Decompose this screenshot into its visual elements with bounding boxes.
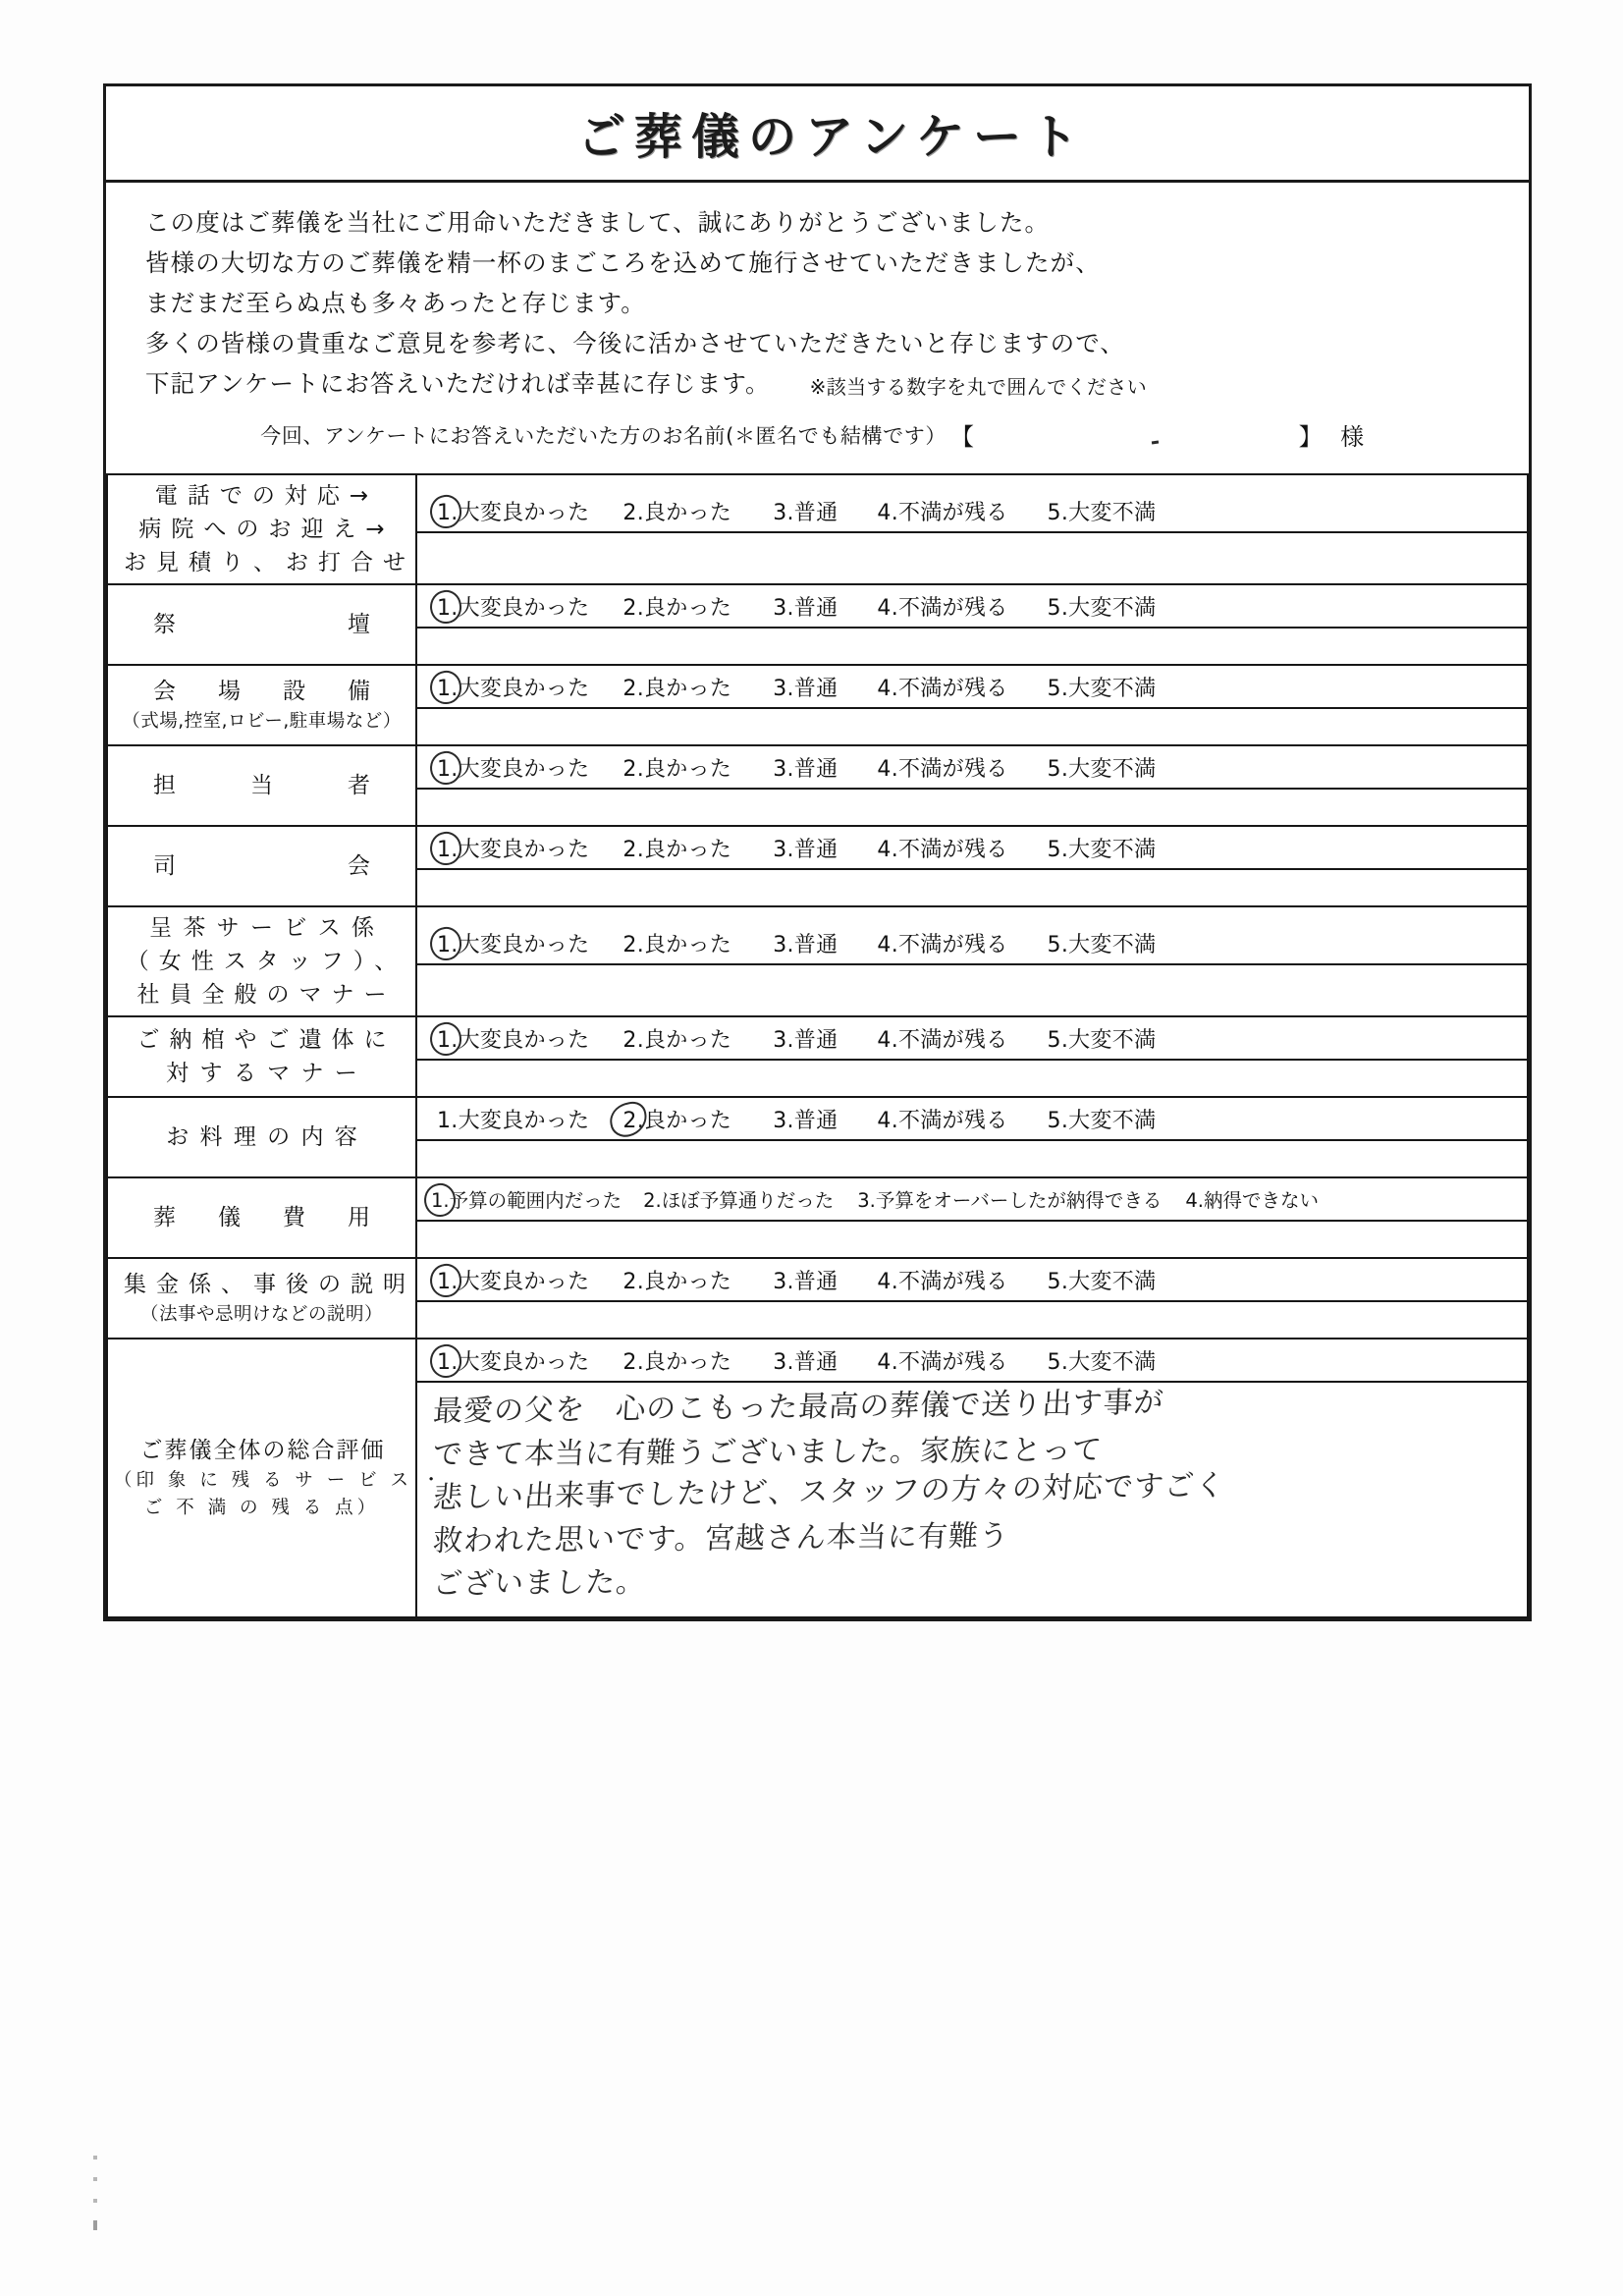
answer-option-number: 3. [773, 676, 794, 701]
question-label-line: （女性スタッフ）、 [126, 949, 407, 974]
survey-row [107, 1258, 1528, 1339]
name-honorific-suffix: 様 [1340, 423, 1365, 451]
answer-option-number: 2. [622, 676, 644, 701]
answer-option[interactable] [622, 1023, 731, 1054]
answer-option[interactable] [773, 672, 838, 702]
answer-blank-area[interactable] [417, 1302, 1527, 1338]
question-label-line: ご葬儀全体の総合評価 [139, 1438, 386, 1463]
answer-option-number: 5. [1047, 595, 1069, 621]
answer-option[interactable] [622, 1345, 731, 1376]
answer-option-text: 良かった [644, 500, 732, 525]
answer-option[interactable] [437, 496, 589, 526]
respondent-name-line [145, 404, 1499, 467]
answer-option[interactable] [773, 496, 838, 526]
answer-option-text: 良かった [644, 1108, 732, 1133]
answer-option-number: 5. [1047, 756, 1069, 782]
answer-option-text: 良かった [644, 837, 732, 862]
scan-mark [93, 2199, 97, 2203]
answer-option-number: 5. [1047, 1269, 1069, 1294]
handwritten-comment[interactable] [417, 1383, 1527, 1616]
document-frame [103, 83, 1532, 1621]
answer-option-text: 大変良かった [458, 756, 590, 782]
answer-option-text: 予算の範囲内だった [449, 1189, 622, 1212]
answer-blank-area[interactable] [417, 870, 1527, 905]
answer-option[interactable] [773, 928, 838, 958]
survey-row [107, 1339, 1528, 1617]
answer-options [417, 746, 1527, 790]
intro-block [106, 183, 1529, 473]
question-label-line: 対 す る マ ナ ー [166, 1061, 359, 1086]
comment-line: 救われた思いです。宮越さん本当に有難う [431, 1518, 1011, 1558]
answer-option-text: 不満が残る [898, 500, 1008, 525]
answer-option-number: 4. [877, 595, 898, 621]
answer-cell-funeral-cost [416, 1177, 1528, 1258]
answer-options [417, 666, 1527, 709]
answer-option-text: 大変不満 [1068, 1027, 1157, 1053]
answer-option-text: 大変不満 [1068, 500, 1157, 525]
answer-option-text: ほぼ予算通りだった [661, 1189, 835, 1212]
answer-option[interactable] [437, 1345, 589, 1376]
answer-option-text: 普通 [793, 676, 839, 701]
answer-options [417, 827, 1527, 870]
answer-option-text: 大変不満 [1068, 1108, 1157, 1133]
survey-row [107, 745, 1528, 826]
answer-option-text: 大変良かった [458, 932, 590, 957]
answer-option-number: 4. [877, 1269, 898, 1294]
answer-option-number: 2. [622, 1349, 644, 1375]
answer-option[interactable] [773, 833, 838, 863]
answer-option[interactable] [622, 496, 731, 526]
answer-option[interactable] [1048, 672, 1157, 702]
answer-option-number: 3. [773, 837, 794, 862]
answer-option-number: 2. [622, 1108, 644, 1133]
answer-blank-area[interactable] [417, 1061, 1527, 1096]
answer-options [417, 490, 1527, 533]
comment-line: 最愛の父を 心のこもった最高の葬儀で送り出す事が [432, 1385, 1165, 1429]
answer-option[interactable] [877, 1265, 1007, 1295]
question-sub-label: ご 不 満 の 残 る 点） [143, 1498, 380, 1518]
name-bracket-open: 【 [949, 423, 975, 451]
answer-option-number: 1. [437, 676, 459, 701]
answer-option-text: 良かった [644, 676, 732, 701]
answer-option-text: 不満が残る [898, 1027, 1008, 1053]
answer-option-text: 納得できない [1204, 1189, 1320, 1212]
question-label-line: 司 会 [153, 853, 380, 879]
answer-option[interactable] [431, 1185, 622, 1213]
question-label-line: お見積り、お打合せ [124, 550, 415, 575]
answer-option-text: 大変良かった [458, 1108, 590, 1133]
answer-option-text: 良かった [644, 756, 732, 782]
answer-option-number: 1. [437, 1349, 459, 1375]
answer-option-number: 3. [773, 1108, 794, 1133]
answer-option-text: 大変不満 [1068, 837, 1157, 862]
question-label-line: お 料 理 の 内 容 [166, 1124, 359, 1150]
answer-option[interactable] [437, 1023, 589, 1054]
answer-option-text: 大変良かった [458, 595, 590, 621]
respondent-name-field[interactable] [975, 422, 1299, 448]
answer-option-text: 普通 [793, 1349, 839, 1375]
answer-option[interactable] [877, 752, 1007, 783]
answer-option[interactable] [773, 1104, 838, 1134]
answer-option-number: 1. [437, 1269, 459, 1294]
answer-options [417, 1098, 1527, 1141]
answer-option-text: 大変良かった [458, 1269, 590, 1294]
answer-option-number: 2. [643, 1189, 662, 1212]
question-label-line: 社員全般のマナー [136, 982, 397, 1008]
question-label-line: 会 場 設 備 [153, 679, 380, 704]
answer-option[interactable] [437, 833, 589, 863]
answer-option-text: 良かった [644, 595, 732, 621]
answer-option[interactable] [643, 1185, 834, 1213]
question-sub-label: （印 象 に 残 る サ ー ビ ス ・ [114, 1470, 445, 1491]
answer-option[interactable] [622, 1265, 731, 1295]
answer-cell-master-of-ceremony [416, 826, 1528, 906]
answer-option-text: 良かった [644, 1027, 732, 1053]
answer-option[interactable] [857, 1185, 1162, 1213]
answer-option-text: 良かった [644, 1269, 732, 1294]
answer-option-number: 2. [622, 1027, 644, 1053]
answer-option[interactable] [622, 833, 731, 863]
answer-option-number: 3. [773, 932, 794, 957]
question-label-line: 祭 壇 [153, 612, 380, 637]
scan-mark [93, 2156, 97, 2159]
answer-option-number: 5. [1047, 1108, 1069, 1133]
question-label-overall-evaluation [107, 1339, 445, 1617]
answer-option[interactable] [1048, 1023, 1157, 1054]
answer-option[interactable] [773, 1023, 838, 1054]
answer-option-number: 3. [773, 756, 794, 782]
question-label-line: 病院へのお迎え→ [138, 517, 395, 542]
answer-option[interactable] [877, 496, 1007, 526]
answer-option[interactable] [437, 1265, 589, 1295]
survey-row [107, 1016, 1528, 1097]
answer-option-number: 4. [877, 1027, 898, 1053]
answer-option-number: 3. [773, 595, 794, 621]
question-label-food-content [107, 1097, 416, 1177]
question-label-line: 担 当 者 [153, 773, 380, 798]
comment-line: 悲しい出来事でしたけど、スタッフの方々の対応ですごく [431, 1468, 1227, 1515]
question-label-funeral-cost [107, 1177, 416, 1258]
answer-option-text: 大変良かった [458, 837, 590, 862]
answer-option-text: 大変不満 [1068, 1269, 1157, 1294]
answer-option[interactable] [773, 591, 838, 622]
answer-blank-area[interactable] [417, 965, 1527, 1001]
answer-option-number: 5. [1047, 932, 1069, 957]
circle-instruction-note: ※該当する数字を丸で囲んでください [809, 375, 1148, 399]
answer-option[interactable] [877, 928, 1007, 958]
question-sub-label: （式場,控室,ロビー,駐車場など） [122, 711, 402, 732]
answer-option-text: 不満が残る [898, 1349, 1008, 1375]
answer-cell-person-in-charge [416, 745, 1528, 826]
answer-blank-area[interactable] [417, 790, 1527, 825]
page-title: ご葬儀のアンケート [576, 108, 1088, 165]
answer-cell-food-content [416, 1097, 1528, 1177]
question-label-collection-and-after-explanation [107, 1258, 416, 1339]
answer-option[interactable] [437, 1104, 589, 1134]
question-label-tea-service-staff-manners [107, 906, 416, 1016]
answer-option-number: 2. [622, 756, 644, 782]
answer-blank-area[interactable] [417, 629, 1527, 664]
answer-option-number: 3. [773, 1349, 794, 1375]
scanner-artifact-marks [93, 2156, 103, 2248]
answer-option-text: 普通 [793, 837, 839, 862]
answer-options [417, 1259, 1527, 1302]
answer-option-number: 1. [437, 837, 459, 862]
intro-line-5: 下記アンケートにお答えいただければ幸甚に存じます。 [145, 369, 771, 398]
answer-option[interactable] [1048, 833, 1157, 863]
answer-blank-area[interactable] [417, 1141, 1527, 1176]
answer-option-text: 不満が残る [898, 676, 1008, 701]
answer-option-number: 1. [431, 1189, 450, 1212]
answer-option-text: 大変不満 [1068, 595, 1157, 621]
question-label-phone-pickup-estimate [107, 474, 416, 584]
answer-blank-area[interactable] [417, 1222, 1527, 1257]
answer-option-number: 1. [437, 932, 459, 957]
answer-option[interactable] [1048, 752, 1157, 783]
answer-option-number: 4. [877, 837, 898, 862]
answer-option-number: 5. [1047, 1349, 1069, 1375]
answer-option-text: 不満が残る [898, 595, 1008, 621]
survey-row [107, 1097, 1528, 1177]
answer-option[interactable] [877, 672, 1007, 702]
question-label-line: ご納棺やご遺体に [136, 1027, 397, 1053]
answer-option[interactable] [877, 1104, 1007, 1134]
answer-option[interactable] [773, 1265, 838, 1295]
answer-option[interactable] [1048, 1104, 1157, 1134]
answer-option-number: 4. [877, 756, 898, 782]
answer-option-number: 4. [877, 932, 898, 957]
answer-option[interactable] [1048, 1345, 1157, 1376]
survey-row [107, 584, 1528, 665]
scan-mark [93, 2220, 97, 2230]
survey-row [107, 1177, 1528, 1258]
answer-option[interactable] [437, 752, 589, 783]
survey-row [107, 906, 1528, 1016]
answer-option[interactable] [773, 1345, 838, 1376]
answer-option-number: 1. [437, 756, 459, 782]
respondent-name-label: 今回、アンケートにお答えいただいた方のお名前(＊匿名でも結構です） [260, 423, 947, 448]
answer-cell-altar [416, 584, 1528, 665]
intro-last-row [145, 363, 1499, 404]
answer-cell-collection-and-after-explanation [416, 1258, 1528, 1339]
answer-blank-area[interactable] [417, 709, 1527, 744]
answer-option-text: 大変良かった [458, 1027, 590, 1053]
answer-cell-tea-service-staff-manners [416, 906, 1528, 1016]
answer-cell-venue-facilities [416, 665, 1528, 745]
answer-option-number: 4. [1185, 1189, 1204, 1212]
survey-table [106, 473, 1529, 1618]
answer-option-text: 普通 [793, 500, 839, 525]
survey-table-body [107, 474, 1528, 1617]
answer-option-text: 良かった [644, 932, 732, 957]
answer-option[interactable] [877, 833, 1007, 863]
answer-option-text: 大変良かった [458, 500, 590, 525]
question-label-line: 集金係、事後の説明 [124, 1272, 415, 1297]
answer-option-number: 5. [1047, 837, 1069, 862]
answer-option[interactable] [773, 752, 838, 783]
answer-options [417, 585, 1527, 629]
answer-option-number: 3. [773, 500, 794, 525]
answer-option[interactable] [622, 928, 731, 958]
answer-option-text: 大変不満 [1068, 676, 1157, 701]
answer-option-number: 2. [622, 500, 644, 525]
answer-options [417, 1178, 1527, 1222]
question-label-master-of-ceremony [107, 826, 416, 906]
answer-option[interactable] [1048, 591, 1157, 622]
answer-option-text: 良かった [644, 1349, 732, 1375]
answer-option-text: 予算をオーバーしたが納得できる [875, 1189, 1163, 1212]
answer-option-text: 大変良かった [458, 1349, 590, 1375]
answer-option-text: 大変良かった [458, 676, 590, 701]
answer-option[interactable] [622, 672, 731, 702]
answer-option[interactable] [1048, 928, 1157, 958]
answer-options [417, 1339, 1527, 1383]
title-band [106, 86, 1529, 183]
answer-option-number: 1. [437, 1108, 459, 1133]
answer-option-number: 1. [437, 500, 459, 525]
answer-option[interactable] [437, 672, 589, 702]
answer-option-text: 不満が残る [898, 1108, 1008, 1133]
intro-line-1: この度はご葬儀を当社にご用命いただきまして、誠にありがとうございました。 [145, 208, 1051, 237]
answer-option-number: 3. [773, 1269, 794, 1294]
name-bracket-close: 】 [1298, 423, 1324, 451]
answer-option-text: 普通 [793, 1269, 839, 1294]
intro-line-3: まだまだ至らぬ点も多々あったと存じます。 [145, 289, 646, 317]
intro-line-4: 多くの皆様の貴重なご意見を参考に、今後に活かさせていただきたいと存じますので、 [145, 329, 1125, 357]
question-sub-label: （法事や忌明けなどの説明） [139, 1304, 383, 1325]
comment-line: できて本当に有難うございました。家族にとって [431, 1433, 1104, 1472]
answer-option-text: 不満が残る [898, 837, 1008, 862]
scan-mark [93, 2177, 97, 2181]
answer-option[interactable] [622, 591, 731, 622]
answer-option-text: 不満が残る [898, 1269, 1008, 1294]
answer-option[interactable] [877, 1345, 1007, 1376]
intro-line-2: 皆様の大切な方のご葬儀を精一杯のまごころを込めて施行させていただきましたが、 [145, 248, 1101, 277]
answer-options [417, 1017, 1527, 1061]
answer-option-text: 普通 [793, 756, 839, 782]
question-label-person-in-charge [107, 745, 416, 826]
answer-option[interactable] [437, 928, 589, 958]
answer-blank-area[interactable] [417, 533, 1527, 569]
answer-option-number: 4. [877, 500, 898, 525]
question-label-line: 呈 茶 サ ー ビ ス 係 [149, 915, 376, 941]
answer-option-number: 4. [877, 676, 898, 701]
question-label-altar [107, 584, 416, 665]
answer-option-number: 4. [877, 1108, 898, 1133]
answer-option-text: 大変不満 [1068, 1349, 1157, 1375]
answer-option[interactable] [1185, 1185, 1319, 1213]
answer-option-text: 不満が残る [898, 932, 1008, 957]
answer-option-number: 5. [1047, 676, 1069, 701]
answer-cell-encoffining-manners [416, 1016, 1528, 1097]
answer-option-text: 普通 [793, 1108, 839, 1133]
answer-option[interactable] [622, 1104, 731, 1134]
survey-row [107, 826, 1528, 906]
answer-option-number: 2. [622, 932, 644, 957]
answer-option[interactable] [877, 591, 1007, 622]
question-label-encoffining-manners [107, 1016, 416, 1097]
answer-option-number: 5. [1047, 1027, 1069, 1053]
answer-option[interactable] [877, 1023, 1007, 1054]
answer-option-number: 3. [773, 1027, 794, 1053]
answer-option-text: 普通 [793, 1027, 839, 1053]
answer-option-text: 不満が残る [898, 756, 1008, 782]
answer-option-text: 普通 [793, 932, 839, 957]
question-label-venue-facilities [107, 665, 416, 745]
question-label-line: 電話での対応→ [154, 483, 379, 509]
answer-option-number: 1. [437, 1027, 459, 1053]
answer-option-number: 1. [437, 595, 459, 621]
answer-cell-overall-evaluation [416, 1339, 1528, 1617]
survey-row [107, 474, 1528, 584]
answer-option[interactable] [1048, 1265, 1157, 1295]
answer-cell-phone-pickup-estimate [416, 474, 1528, 584]
answer-option-number: 5. [1047, 500, 1069, 525]
answer-option-number: 2. [622, 595, 644, 621]
comment-line: ございました。 [431, 1564, 648, 1602]
question-label-line: 葬 儀 費 用 [153, 1205, 380, 1230]
survey-row [107, 665, 1528, 745]
answer-option-number: 4. [877, 1349, 898, 1375]
answer-option-text: 大変不満 [1068, 756, 1157, 782]
answer-option-number: 2. [622, 837, 644, 862]
answer-options [417, 922, 1527, 965]
answer-option[interactable] [622, 752, 731, 783]
answer-option-text: 普通 [793, 595, 839, 621]
answer-option[interactable] [1048, 496, 1157, 526]
answer-option-text: 大変不満 [1068, 932, 1157, 957]
answer-option-number: 2. [622, 1269, 644, 1294]
answer-option[interactable] [437, 591, 589, 622]
answer-option-number: 3. [857, 1189, 876, 1212]
